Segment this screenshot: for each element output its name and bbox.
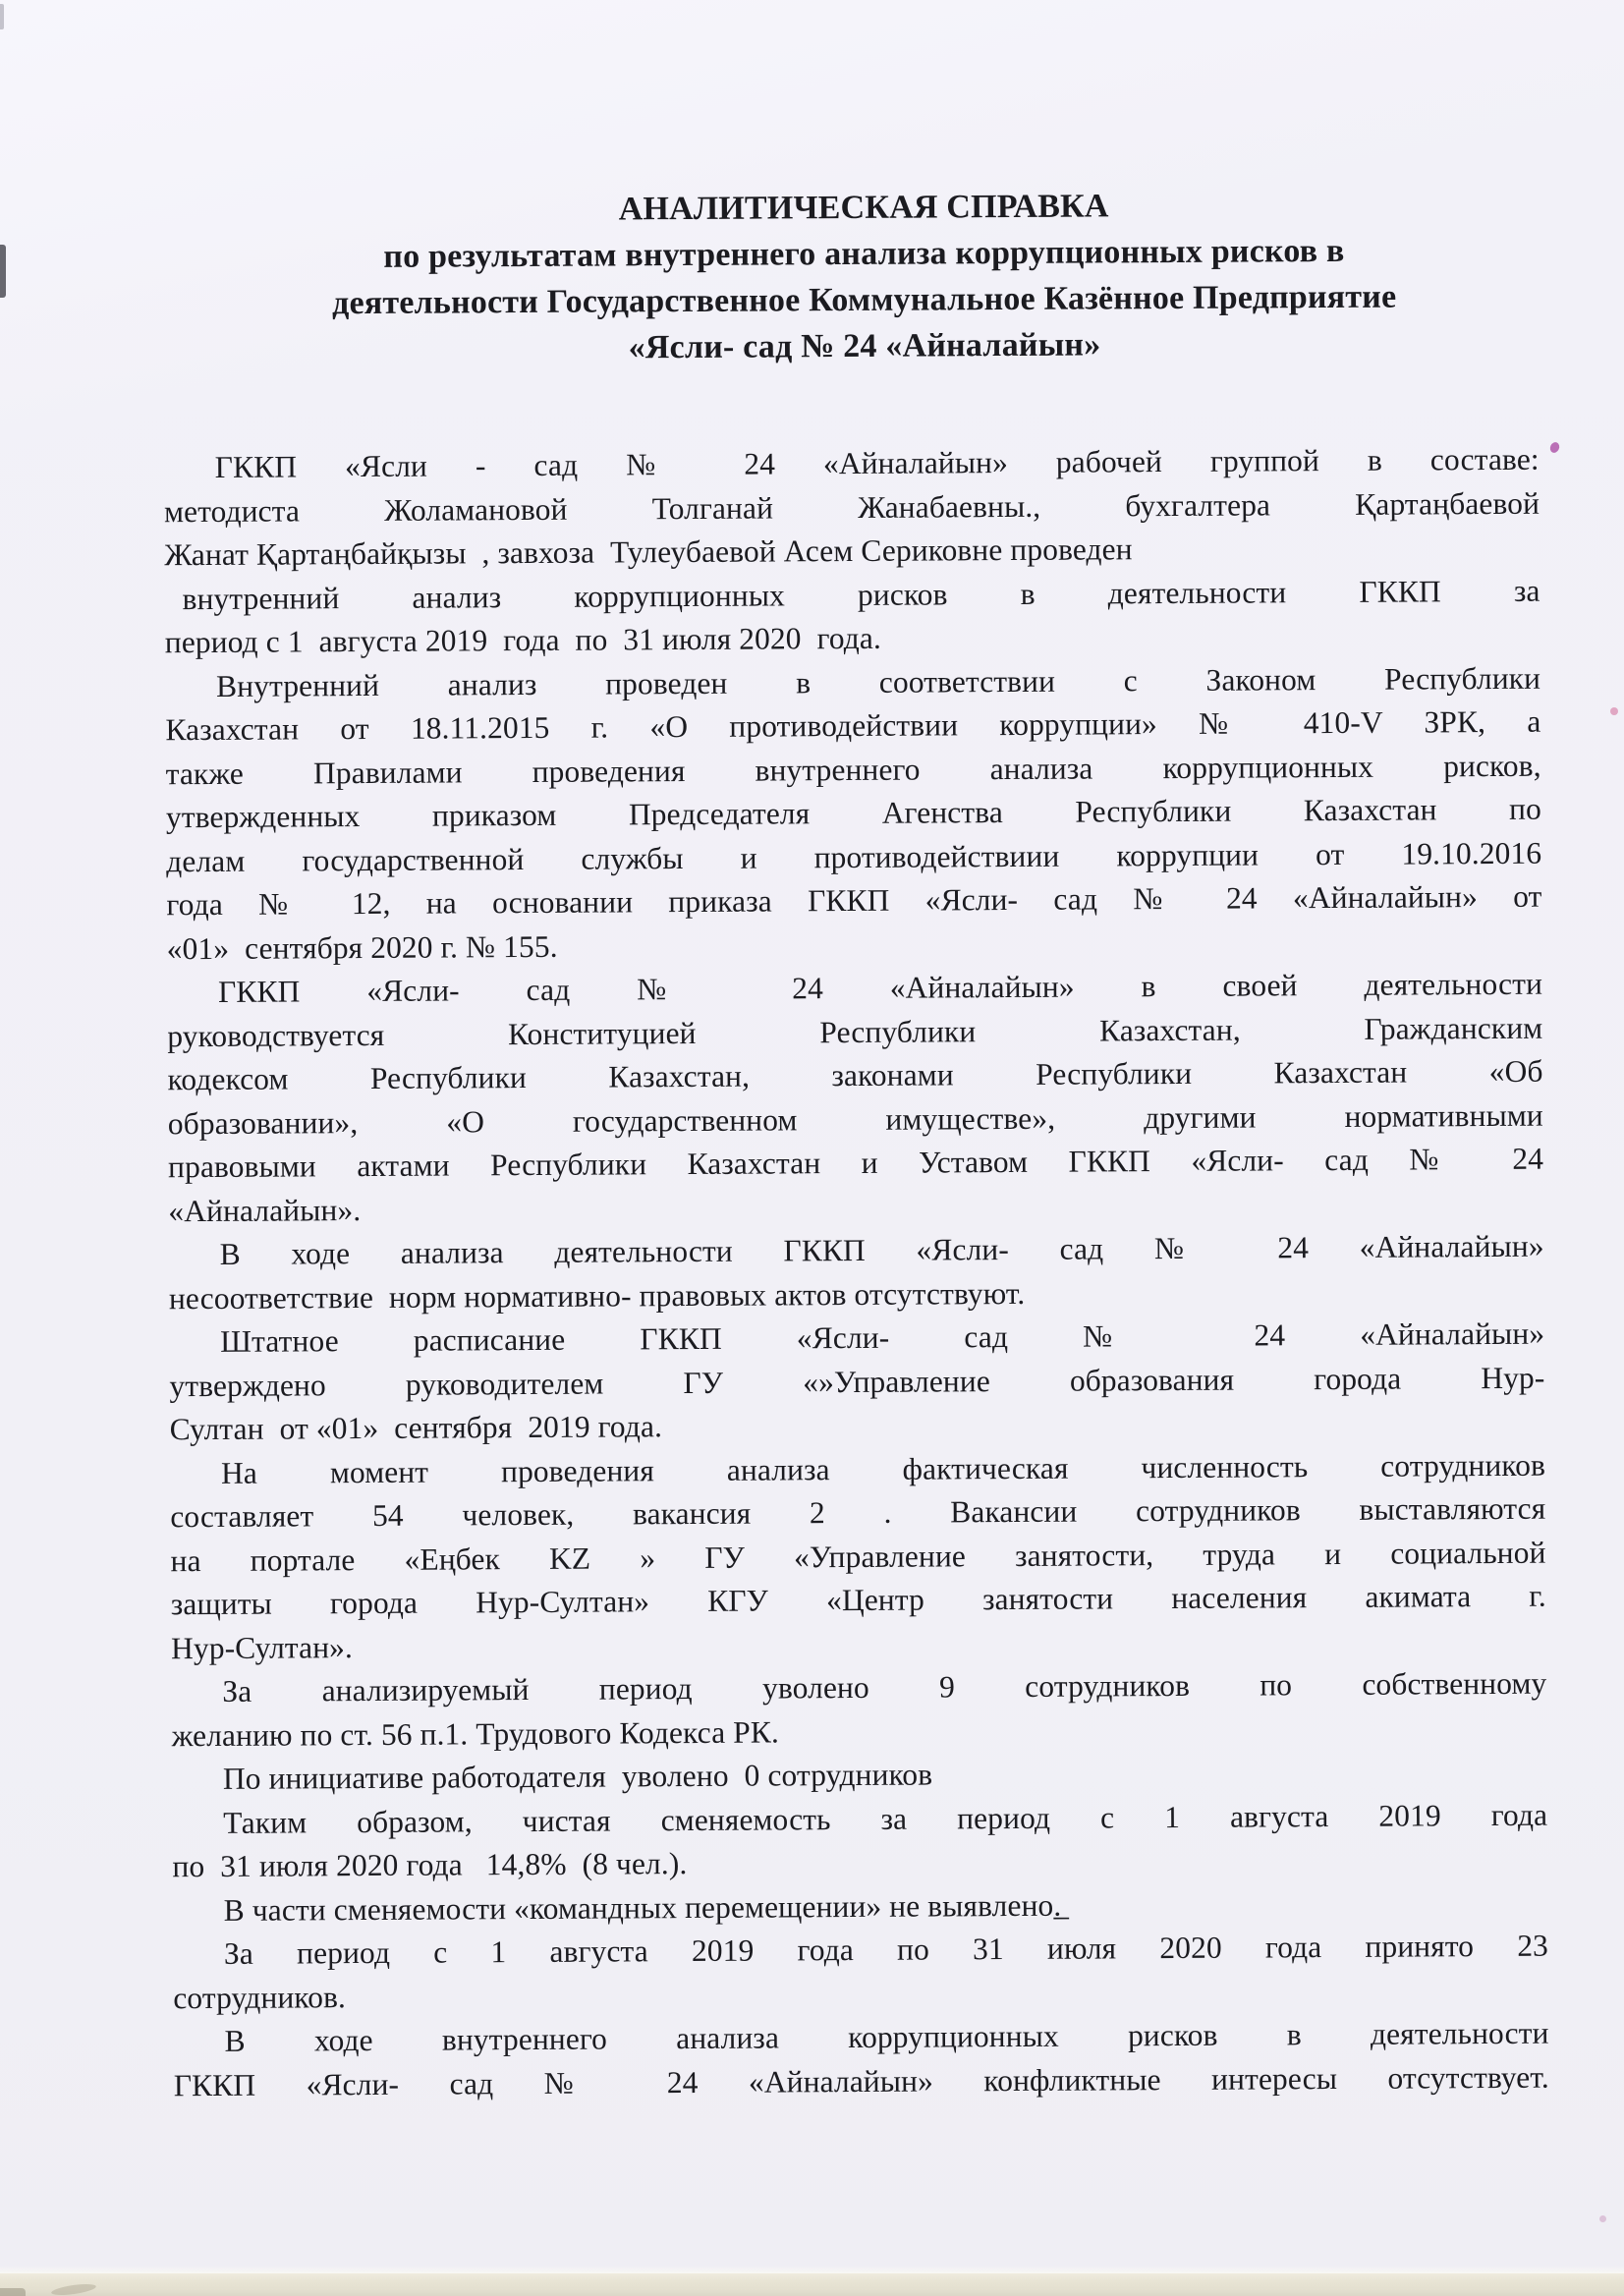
scan-bottom-corner	[0, 2288, 26, 2296]
text-line: года № 12, на основании приказа ГККП «Ясли- сад № 24 «Айналайын» от	[166, 878, 1542, 923]
text-line: утвержденных приказом Председателя Агенства Республики Казахстан по	[165, 791, 1542, 835]
paragraph	[170, 1443, 1546, 1670]
text-line: образовании», «О государственном имуществе», другими нормативными	[167, 1097, 1543, 1141]
text-line: ГККП «Ясли- сад № 24 «Айналайын» в своей деятельности	[217, 966, 1543, 1009]
text-line: руководствуется Конституцией Республики Казахстан, Гражданским	[167, 1010, 1543, 1053]
scan-left-edge-mark	[0, 245, 6, 298]
text-line: желанию по ст. 56 п.1. Трудового Кодекса РК.	[171, 1713, 780, 1753]
text-line: Нур-Султан».	[170, 1629, 354, 1665]
text-line: Султан от «01» сентября 2019 года.	[169, 1409, 663, 1447]
text-line: «Айналайын».	[168, 1192, 362, 1228]
scan-bottom-edge	[0, 2273, 1624, 2296]
text-line: период с 1 августа 2019 года по 31 июля 2020 года.	[164, 620, 882, 660]
text-line: сотрудников.	[173, 1979, 347, 2015]
text-line: ГККП «Ясли - сад № 24 «Айналайын» рабочей группой в составе:	[214, 441, 1540, 484]
title-line: по результатам внутреннего анализа коррупционных рисков в	[383, 232, 1345, 275]
text-line: За период с 1 августа 2019 года по 31 июля 2020 года принято 23	[223, 1928, 1549, 1971]
text-line: по 31 июля 2020 года 14,8% (8 чел.).	[172, 1846, 688, 1884]
text-line: на портале «Еңбек KZ » ГУ «Управление занятости, труда и социальной	[170, 1535, 1546, 1578]
text-line: Жанат Қартаңбайқызы , завхоза Тулеубаевой Асем Сериковне проведен	[164, 532, 1133, 573]
text-line: На момент проведения анализа фактическая численность сотрудников	[220, 1447, 1546, 1490]
title-line: деятельности Государственное Коммунальное Казённое Предприятие	[332, 278, 1397, 322]
text-line: кодексом Республики Казахстан, законами Республики Казахстан «Об	[167, 1053, 1543, 1097]
scan-ink-fleck	[1610, 707, 1618, 715]
text-line: «01» сентября 2020 г. № 155.	[166, 928, 558, 966]
text-line: методиста Жоламановой Толганай Жанабаевны., бухгалтера Қартаңбаевой	[163, 485, 1540, 529]
text-line: Казахстан от 18.11.2015 г. «О противодействии коррупции» № 410-V ЗРК, а	[165, 703, 1541, 748]
scan-ink-fleck	[1599, 2215, 1606, 2222]
text-line: ГККП «Ясли- сад № 24 «Айналайын» конфликтные интересы отсутствует.	[173, 2059, 1549, 2102]
paragraph	[167, 963, 1544, 1234]
text-line: В части сменяемости «командных перемещении» не выявлено.̲	[223, 1887, 1062, 1928]
text-line: правовыми актами Республики Казахстан и Уставом ГККП «Ясли- сад № 24	[167, 1141, 1544, 1185]
text-line: делам государственной службы и противодействиии коррупции от 19.10.2016	[166, 835, 1542, 878]
text-line: внутренний анализ коррупционных рисков в деятельности ГККП за	[182, 573, 1540, 616]
paragraph	[173, 2012, 1549, 2108]
text-line: За анализируемый период уволено 9 сотрудников по собственному	[222, 1665, 1547, 1708]
paragraph	[169, 1313, 1545, 1452]
title-line: АНАЛИТИЧЕСКАЯ СПРАВКА	[618, 188, 1109, 228]
text-line: утверждено руководителем ГУ «»Управление образования города Нур-	[169, 1360, 1545, 1403]
title-line: «Ясли- сад № 24 «Айналайын»	[628, 326, 1101, 366]
text-line: составляет 54 человек, вакансия 2 . Вакансии сотрудников выставляются	[170, 1490, 1546, 1535]
text-line: несоответствие норм нормативно- правовых актов отсутствуют.	[168, 1275, 1026, 1316]
body-block	[164, 438, 1549, 2108]
text-line: Штатное расписание ГККП «Ясли- сад № 24 «Айналайын»	[220, 1316, 1545, 1359]
paragraph	[171, 1662, 1547, 1759]
paragraph	[164, 438, 1540, 665]
document-content	[162, 181, 1549, 2108]
text-line: также Правилами проведения внутреннего анализа коррупционных рисков,	[165, 748, 1541, 791]
text-line: В ходе внутреннего анализа коррупционных рисков в деятельности	[224, 2015, 1549, 2058]
text-line: В ходе анализа деятельности ГККП «Ясли- сад № 24 «Айналайын»	[219, 1228, 1544, 1271]
text-line: Внутренний анализ проведен в соответствии с Законом Республики	[215, 660, 1541, 703]
paragraph	[172, 1793, 1548, 1889]
paragraph	[165, 656, 1542, 971]
text-line: защиты города Нур-Султан» КГУ «Центр занятости населения акимата г.	[170, 1578, 1546, 1622]
scan-top-edge-notch	[0, 4, 4, 29]
title-block	[162, 181, 1539, 374]
text-line: Таким образом, чистая сменяемость за период с 1 августа 2019 года	[223, 1797, 1548, 1840]
text-line: По инициативе работодателя уволено 0 сотрудников	[222, 1757, 933, 1796]
paragraph	[169, 1225, 1545, 1321]
paragraph	[173, 1925, 1549, 2021]
scan-ink-fleck	[1548, 441, 1561, 455]
